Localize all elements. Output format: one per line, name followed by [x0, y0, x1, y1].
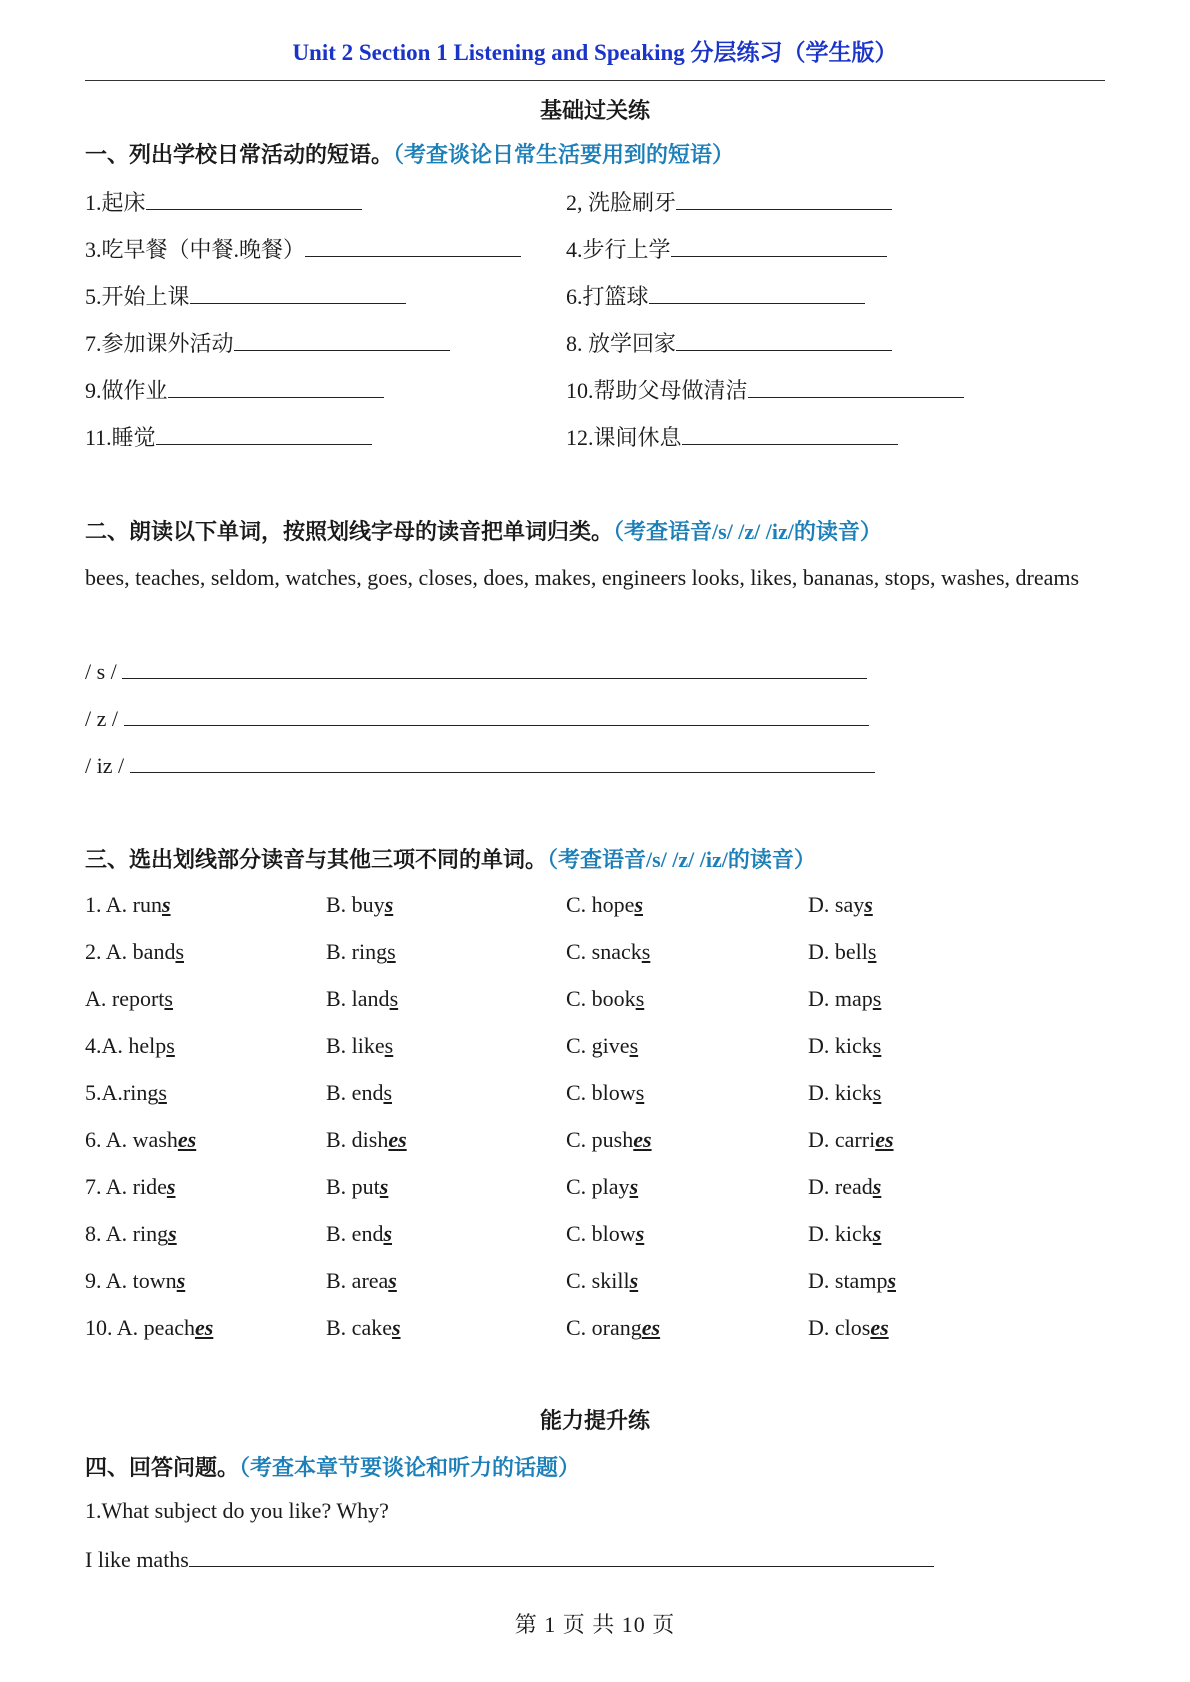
page-footer: 第 1 页 共 10 页: [514, 1612, 676, 1637]
choice-underlined-ending: s: [166, 1174, 176, 1199]
choice-word: B. area: [326, 1268, 389, 1293]
choice-underlined-ending: s: [872, 986, 882, 1011]
phrase-label: 4.步行上学: [566, 237, 671, 262]
section1-heading: [85, 138, 734, 169]
sound-blank[interactable]: [124, 703, 869, 726]
choice-underlined-ending: s: [887, 1268, 897, 1293]
choice-underlined-ending: s: [629, 1268, 639, 1293]
choice-underlined-ending: s: [383, 1221, 393, 1246]
section2-heading: [85, 515, 882, 546]
phrase-blank[interactable]: [168, 375, 384, 398]
choice-word: B. end: [326, 1080, 384, 1105]
choice-underlined-ending: s: [872, 1080, 882, 1105]
section4-heading-text: 四、回答问题。: [85, 1455, 240, 1480]
choice-underlined-ending: es: [641, 1315, 661, 1340]
sound-blank[interactable]: [130, 750, 875, 773]
choice-underlined-ending: s: [387, 939, 396, 964]
choice-option[interactable]: [85, 1314, 213, 1342]
choice-option[interactable]: [326, 1173, 388, 1201]
choice-option[interactable]: [808, 891, 873, 919]
phrase-blank[interactable]: [190, 281, 406, 304]
phrase-item[interactable]: [85, 187, 362, 217]
choice-word: 4.A. help: [85, 1033, 167, 1058]
choice-word: D. stamp: [808, 1268, 888, 1293]
choice-word: C. book: [566, 986, 636, 1011]
phrase-label: 10.帮助父母做清洁: [566, 378, 748, 403]
choice-underlined-ending: s: [168, 1221, 177, 1246]
choice-underlined-ending: s: [176, 1268, 186, 1293]
choice-word: C. play: [566, 1174, 630, 1199]
page-header-title: Unit 2 Section 1 Listening and Speaking 分层练习（学生版）: [292, 40, 898, 65]
section3-heading: [85, 843, 816, 874]
choice-option[interactable]: [326, 1267, 397, 1295]
choice-option[interactable]: [566, 891, 643, 919]
phrase-blank[interactable]: [156, 422, 372, 445]
phrase-blank[interactable]: [676, 187, 892, 210]
choice-option[interactable]: [85, 1220, 177, 1248]
part-basic-title: 基础过关练: [539, 98, 650, 123]
sound-label: / z /: [85, 706, 124, 731]
section3-hint: （考查语音/s/ /z/ /iz/的读音）: [547, 847, 816, 872]
phrase-blank[interactable]: [305, 234, 521, 257]
phrase-label: 6.打篮球: [566, 284, 649, 309]
choice-word: C. blow: [566, 1080, 636, 1105]
choice-underlined-ending: s: [864, 892, 873, 917]
phrase-label: 11.睡觉: [85, 425, 156, 450]
phrase-item[interactable]: [85, 234, 521, 264]
choice-option[interactable]: [326, 1032, 393, 1060]
choice-option[interactable]: [326, 1079, 392, 1107]
choice-word: 6. A. wash: [85, 1127, 178, 1152]
phrase-label: 3.吃早餐（中餐.晚餐）: [85, 237, 306, 262]
phrase-item[interactable]: [566, 422, 898, 452]
choice-word: B. put: [326, 1174, 380, 1199]
section2-word-list: bees, teaches, seldom, watches, goes, closes, does, makes, engineers looks, likes, bananas, stops, washes, dreams: [85, 565, 1080, 590]
phrase-blank[interactable]: [676, 328, 892, 351]
phrase-label: 2, 洗脸刷牙: [566, 190, 677, 215]
phrase-item[interactable]: [85, 328, 450, 358]
phrase-blank[interactable]: [748, 375, 964, 398]
choice-option[interactable]: [85, 1126, 196, 1154]
choice-option[interactable]: [85, 1032, 175, 1060]
choice-underlined-ending: es: [177, 1127, 197, 1152]
choice-option[interactable]: [566, 1126, 652, 1154]
choice-word: B. ring: [326, 939, 388, 964]
choice-option[interactable]: [85, 1267, 185, 1295]
choice-word: B. cake: [326, 1315, 392, 1340]
section1-hint: （考查谈论日常生活要用到的短语）: [393, 142, 735, 167]
phrase-label: 8. 放学回家: [566, 331, 677, 356]
phrase-item[interactable]: [85, 281, 406, 311]
choice-word: D. kick: [808, 1080, 873, 1105]
choice-word: 2. A. band: [85, 939, 176, 964]
choice-option[interactable]: [808, 1314, 889, 1342]
choice-option[interactable]: [566, 1220, 644, 1248]
choice-option[interactable]: [566, 1079, 644, 1107]
choice-option[interactable]: [566, 1173, 638, 1201]
sound-category-row[interactable]: [85, 750, 875, 780]
choice-underlined-ending: s: [379, 1174, 389, 1199]
choice-option[interactable]: [566, 1267, 638, 1295]
phrase-blank[interactable]: [682, 422, 898, 445]
choice-option[interactable]: [85, 938, 184, 966]
choice-option[interactable]: [808, 1220, 881, 1248]
choice-underlined-ending: s: [872, 1033, 882, 1058]
phrase-item[interactable]: [566, 187, 892, 217]
choice-underlined-ending: es: [633, 1127, 652, 1152]
choice-option[interactable]: [85, 1173, 175, 1201]
sound-label: / s /: [85, 659, 123, 684]
choice-word: C. orang: [566, 1315, 642, 1340]
phrase-label: 9.做作业: [85, 378, 168, 403]
choice-underlined-ending: s: [641, 939, 651, 964]
sound-category-row[interactable]: [85, 656, 867, 686]
section3-heading-text: 三、选出划线部分读音与其他三项不同的单词。: [85, 847, 548, 872]
phrase-item[interactable]: [566, 328, 892, 358]
choice-option[interactable]: [326, 985, 398, 1013]
phrase-item[interactable]: [566, 375, 964, 405]
sound-label: / iz /: [85, 753, 130, 778]
phrase-item[interactable]: [566, 234, 887, 264]
choice-word: 5.A.ring: [85, 1080, 159, 1105]
choice-underlined-ending: s: [635, 986, 645, 1011]
choice-underlined-ending: s: [391, 1315, 401, 1340]
section4-answer-line[interactable]: [85, 1544, 934, 1574]
section4-question: 1.What subject do you like? Why?: [85, 1498, 389, 1523]
choice-underlined-ending: s: [629, 1033, 639, 1058]
choice-underlined-ending: s: [635, 1080, 645, 1105]
choice-word: D. say: [808, 892, 865, 917]
section2-heading-text: 二、朗读以下单词，按照划线字母的读音把单词归类。: [85, 519, 614, 544]
choice-underlined-ending: es: [875, 1127, 894, 1152]
answer-blank[interactable]: [189, 1544, 934, 1567]
choice-option[interactable]: [85, 1079, 167, 1107]
phrase-item[interactable]: [566, 281, 865, 311]
choice-underlined-ending: s: [158, 1080, 167, 1105]
choice-underlined-ending: s: [383, 1080, 393, 1105]
phrase-item[interactable]: [85, 375, 384, 405]
choice-word: C. give: [566, 1033, 630, 1058]
choice-option[interactable]: [326, 1314, 401, 1342]
choice-word: D. clos: [808, 1315, 871, 1340]
choice-underlined-ending: s: [162, 892, 171, 917]
choice-underlined-ending: es: [194, 1315, 214, 1340]
phrase-label: 5.开始上课: [85, 284, 190, 309]
phrase-label: 12.课间休息: [566, 425, 682, 450]
choice-word: D. read: [808, 1174, 873, 1199]
answer-prefix: I like maths: [85, 1547, 189, 1572]
choice-word: B. dish: [326, 1127, 389, 1152]
section4-hint: （考查本章节要谈论和听力的话题）: [239, 1455, 581, 1480]
choice-underlined-ending: s: [867, 939, 877, 964]
choice-option[interactable]: [326, 1126, 407, 1154]
choice-underlined-ending: s: [166, 1033, 175, 1058]
choice-option[interactable]: [808, 1032, 881, 1060]
choice-word: 7. A. ride: [85, 1174, 167, 1199]
choice-underlined-ending: s: [872, 1221, 882, 1246]
choice-word: C. push: [566, 1127, 634, 1152]
choice-option[interactable]: [808, 1173, 881, 1201]
choice-word: B. like: [326, 1033, 385, 1058]
choice-word: C. hope: [566, 892, 635, 917]
choice-word: D. bell: [808, 939, 868, 964]
choice-underlined-ending: s: [635, 1221, 645, 1246]
choice-word: 1. A. run: [85, 892, 162, 917]
choice-word: C. blow: [566, 1221, 636, 1246]
phrase-blank[interactable]: [649, 281, 865, 304]
choice-underlined-ending: s: [384, 892, 394, 917]
choice-word: A. report: [85, 986, 165, 1011]
phrase-item[interactable]: [85, 422, 372, 452]
choice-underlined-ending: s: [175, 939, 185, 964]
choice-word: C. skill: [566, 1268, 630, 1293]
choice-option[interactable]: [326, 938, 396, 966]
header-divider: [85, 80, 1105, 81]
choice-underlined-ending: s: [164, 986, 173, 1011]
choice-option[interactable]: [566, 938, 650, 966]
phrase-label: 1.起床: [85, 190, 146, 215]
choice-word: 9. A. town: [85, 1268, 177, 1293]
choice-option[interactable]: [566, 1314, 660, 1342]
section2-hint: （考查语音/s/ /z/ /iz/的读音）: [613, 519, 882, 544]
phrase-blank[interactable]: [671, 234, 887, 257]
choice-underlined-ending: s: [388, 1268, 397, 1293]
choice-word: D. kick: [808, 1033, 873, 1058]
sound-category-row[interactable]: [85, 703, 869, 733]
choice-underlined-ending: s: [389, 986, 399, 1011]
choice-underlined-ending: s: [872, 1174, 882, 1199]
choice-word: D. kick: [808, 1221, 873, 1246]
choice-option[interactable]: [808, 985, 881, 1013]
phrase-label: 7.参加课外活动: [85, 331, 234, 356]
choice-underlined-ending: s: [384, 1033, 394, 1058]
section4-heading: [85, 1451, 580, 1482]
choice-word: B. land: [326, 986, 390, 1011]
sound-blank[interactable]: [122, 656, 867, 679]
phrase-blank[interactable]: [234, 328, 450, 351]
choice-option[interactable]: [326, 1220, 392, 1248]
choice-word: 10. A. peach: [85, 1315, 195, 1340]
choice-underlined-ending: es: [870, 1315, 889, 1340]
choice-option[interactable]: [808, 938, 876, 966]
choice-option[interactable]: [808, 1126, 894, 1154]
choice-underlined-ending: s: [634, 892, 644, 917]
choice-option[interactable]: [326, 891, 393, 919]
choice-option[interactable]: [85, 891, 171, 919]
choice-option[interactable]: [85, 985, 173, 1013]
choice-word: D. map: [808, 986, 873, 1011]
choice-option[interactable]: [808, 1267, 896, 1295]
choice-word: B. end: [326, 1221, 384, 1246]
choice-option[interactable]: [566, 985, 644, 1013]
choice-word: D. carri: [808, 1127, 876, 1152]
part-advanced-title: 能力提升练: [539, 1408, 650, 1433]
choice-underlined-ending: s: [629, 1174, 639, 1199]
section1-heading-text: 一、列出学校日常活动的短语。: [85, 142, 394, 167]
choice-option[interactable]: [566, 1032, 638, 1060]
phrase-blank[interactable]: [146, 187, 362, 210]
choice-word: 8. A. ring: [85, 1221, 169, 1246]
choice-underlined-ending: es: [388, 1127, 407, 1152]
choice-word: B. buy: [326, 892, 385, 917]
choice-option[interactable]: [808, 1079, 881, 1107]
choice-word: C. snack: [566, 939, 642, 964]
